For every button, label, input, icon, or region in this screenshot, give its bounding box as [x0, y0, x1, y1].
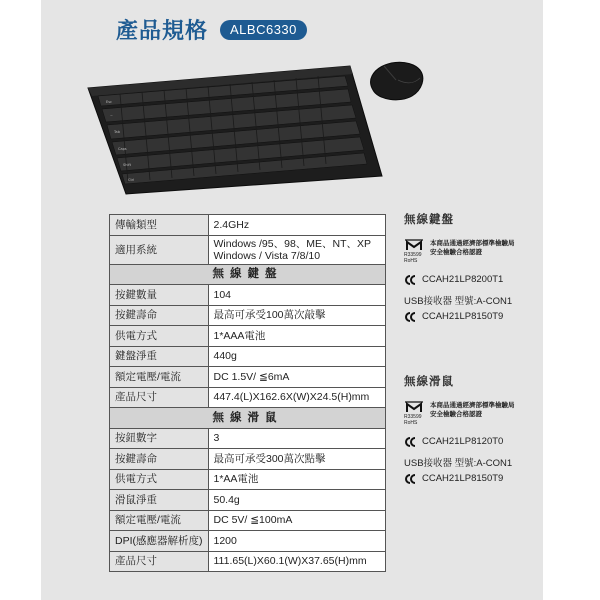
row-value: DC 1.5V/ ≦6mA [208, 367, 386, 388]
header [116, 14, 307, 45]
table-row [110, 428, 386, 449]
bsmi-text-line: 安全檢驗合格認證 [430, 249, 482, 256]
ncc-icon [404, 312, 418, 322]
table-row [110, 326, 386, 347]
row-value: 440g [208, 346, 386, 367]
ncc-line [404, 274, 544, 285]
usb-receiver-label: USB接收器 型號:A-CON1 [404, 296, 513, 307]
bsmi-code: R33599 [404, 252, 422, 258]
bsmi-code: R33599 [404, 414, 422, 420]
ncc-line [404, 311, 544, 322]
rohs-label: RoHS [404, 258, 418, 264]
keyboard-mouse-photo [80, 56, 430, 196]
row-value: 1200 [208, 531, 386, 552]
ncc-line [404, 436, 544, 447]
bsmi-icon [404, 401, 424, 414]
cert-mouse [404, 373, 544, 492]
svg-text:Esc: Esc [106, 100, 112, 104]
value-line: Windows / Vista 7/8/10 [213, 249, 321, 262]
ncc-id: CCAH21LP8150T9 [422, 473, 504, 484]
ncc-id: CCAH21LP8200T1 [422, 274, 504, 285]
row-value: DC 5V/ ≦100mA [208, 510, 386, 531]
svg-text:~: ~ [110, 114, 113, 118]
row-label: 按鍵數量 [110, 285, 209, 306]
table-row [110, 531, 386, 552]
page-title: 產品規格 [116, 19, 209, 44]
bsmi-mark [404, 239, 544, 264]
bsmi-logo [404, 401, 426, 426]
usb-receiver-label: USB接收器 型號:A-CON1 [404, 458, 513, 469]
table-row [110, 387, 386, 408]
ncc-line [404, 473, 544, 484]
row-value: 50.4g [208, 490, 386, 511]
row-label: 供電方式 [110, 469, 209, 490]
row-label: 滑鼠淨重 [110, 490, 209, 511]
row-value: 104 [208, 285, 386, 306]
row-label: 傳輸類型 [110, 215, 209, 236]
table-row [110, 346, 386, 367]
bsmi-icon [404, 239, 424, 252]
svg-text:Shift: Shift [123, 163, 131, 167]
model-badge: ALBC6330 [220, 20, 307, 40]
row-label: 產品尺寸 [110, 387, 209, 408]
bsmi-mark [404, 401, 544, 426]
bsmi-text [430, 401, 515, 419]
mouse-body [371, 62, 423, 100]
value-line: Windows /95、98、ME、NT、XP [213, 237, 372, 250]
section-header-keyboard [110, 264, 386, 285]
row-label: 適用系統 [110, 235, 209, 264]
cert-keyboard [404, 211, 544, 330]
row-value [208, 235, 386, 264]
row-label: 按鍵壽命 [110, 449, 209, 470]
bsmi-text-line: 安全檢驗合格認證 [430, 411, 482, 418]
table-row [110, 510, 386, 531]
row-label: 產品尺寸 [110, 551, 209, 572]
ncc-id: CCAH21LP8150T9 [422, 311, 504, 322]
table-row [110, 367, 386, 388]
section-header-mouse [110, 408, 386, 429]
row-value: 447.4(L)X162.6X(W)X24.5(H)mm [208, 387, 386, 408]
cert-heading: 無線滑鼠 [404, 376, 454, 388]
row-value: 2.4GHz [208, 215, 386, 236]
row-value: 1*AA電池 [208, 469, 386, 490]
svg-text:Ctrl: Ctrl [128, 178, 135, 182]
row-label: 按鈕數字 [110, 428, 209, 449]
ncc-icon [404, 275, 418, 285]
row-value: 111.65(L)X60.1(W)X37.65(H)mm [208, 551, 386, 572]
row-label: 額定電壓/電流 [110, 367, 209, 388]
section-title: 無線滑鼠 [110, 408, 386, 429]
ncc-id: CCAH21LP8120T0 [422, 436, 504, 447]
svg-text:Tab: Tab [114, 130, 120, 134]
table-row [110, 235, 386, 264]
row-label: 按鍵壽命 [110, 305, 209, 326]
bsmi-text-line: 本商品通過經濟部標準檢驗局 [430, 240, 515, 247]
bsmi-logo [404, 239, 426, 264]
section-title: 無線鍵盤 [110, 264, 386, 285]
table-row [110, 449, 386, 470]
row-label: 供電方式 [110, 326, 209, 347]
ncc-icon [404, 437, 418, 447]
row-label: 鍵盤淨重 [110, 346, 209, 367]
svg-text:Caps: Caps [118, 147, 127, 151]
ncc-icon [404, 474, 418, 484]
bsmi-text [430, 239, 515, 257]
row-label: DPI(感應器解析度) [110, 531, 209, 552]
rohs-label: RoHS [404, 420, 418, 426]
table-row [110, 215, 386, 236]
table-row [110, 305, 386, 326]
row-value: 1*AAA電池 [208, 326, 386, 347]
bsmi-text-line: 本商品通過經濟部標準檢驗局 [430, 402, 515, 409]
table-row [110, 490, 386, 511]
table-row [110, 469, 386, 490]
row-value: 最高可承受100萬次敲擊 [208, 305, 386, 326]
table-row [110, 551, 386, 572]
row-label: 額定電壓/電流 [110, 510, 209, 531]
row-value: 3 [208, 428, 386, 449]
row-value: 最高可承受300萬次點擊 [208, 449, 386, 470]
table-row [110, 285, 386, 306]
cert-heading: 無線鍵盤 [404, 214, 454, 226]
spec-table [109, 214, 386, 572]
